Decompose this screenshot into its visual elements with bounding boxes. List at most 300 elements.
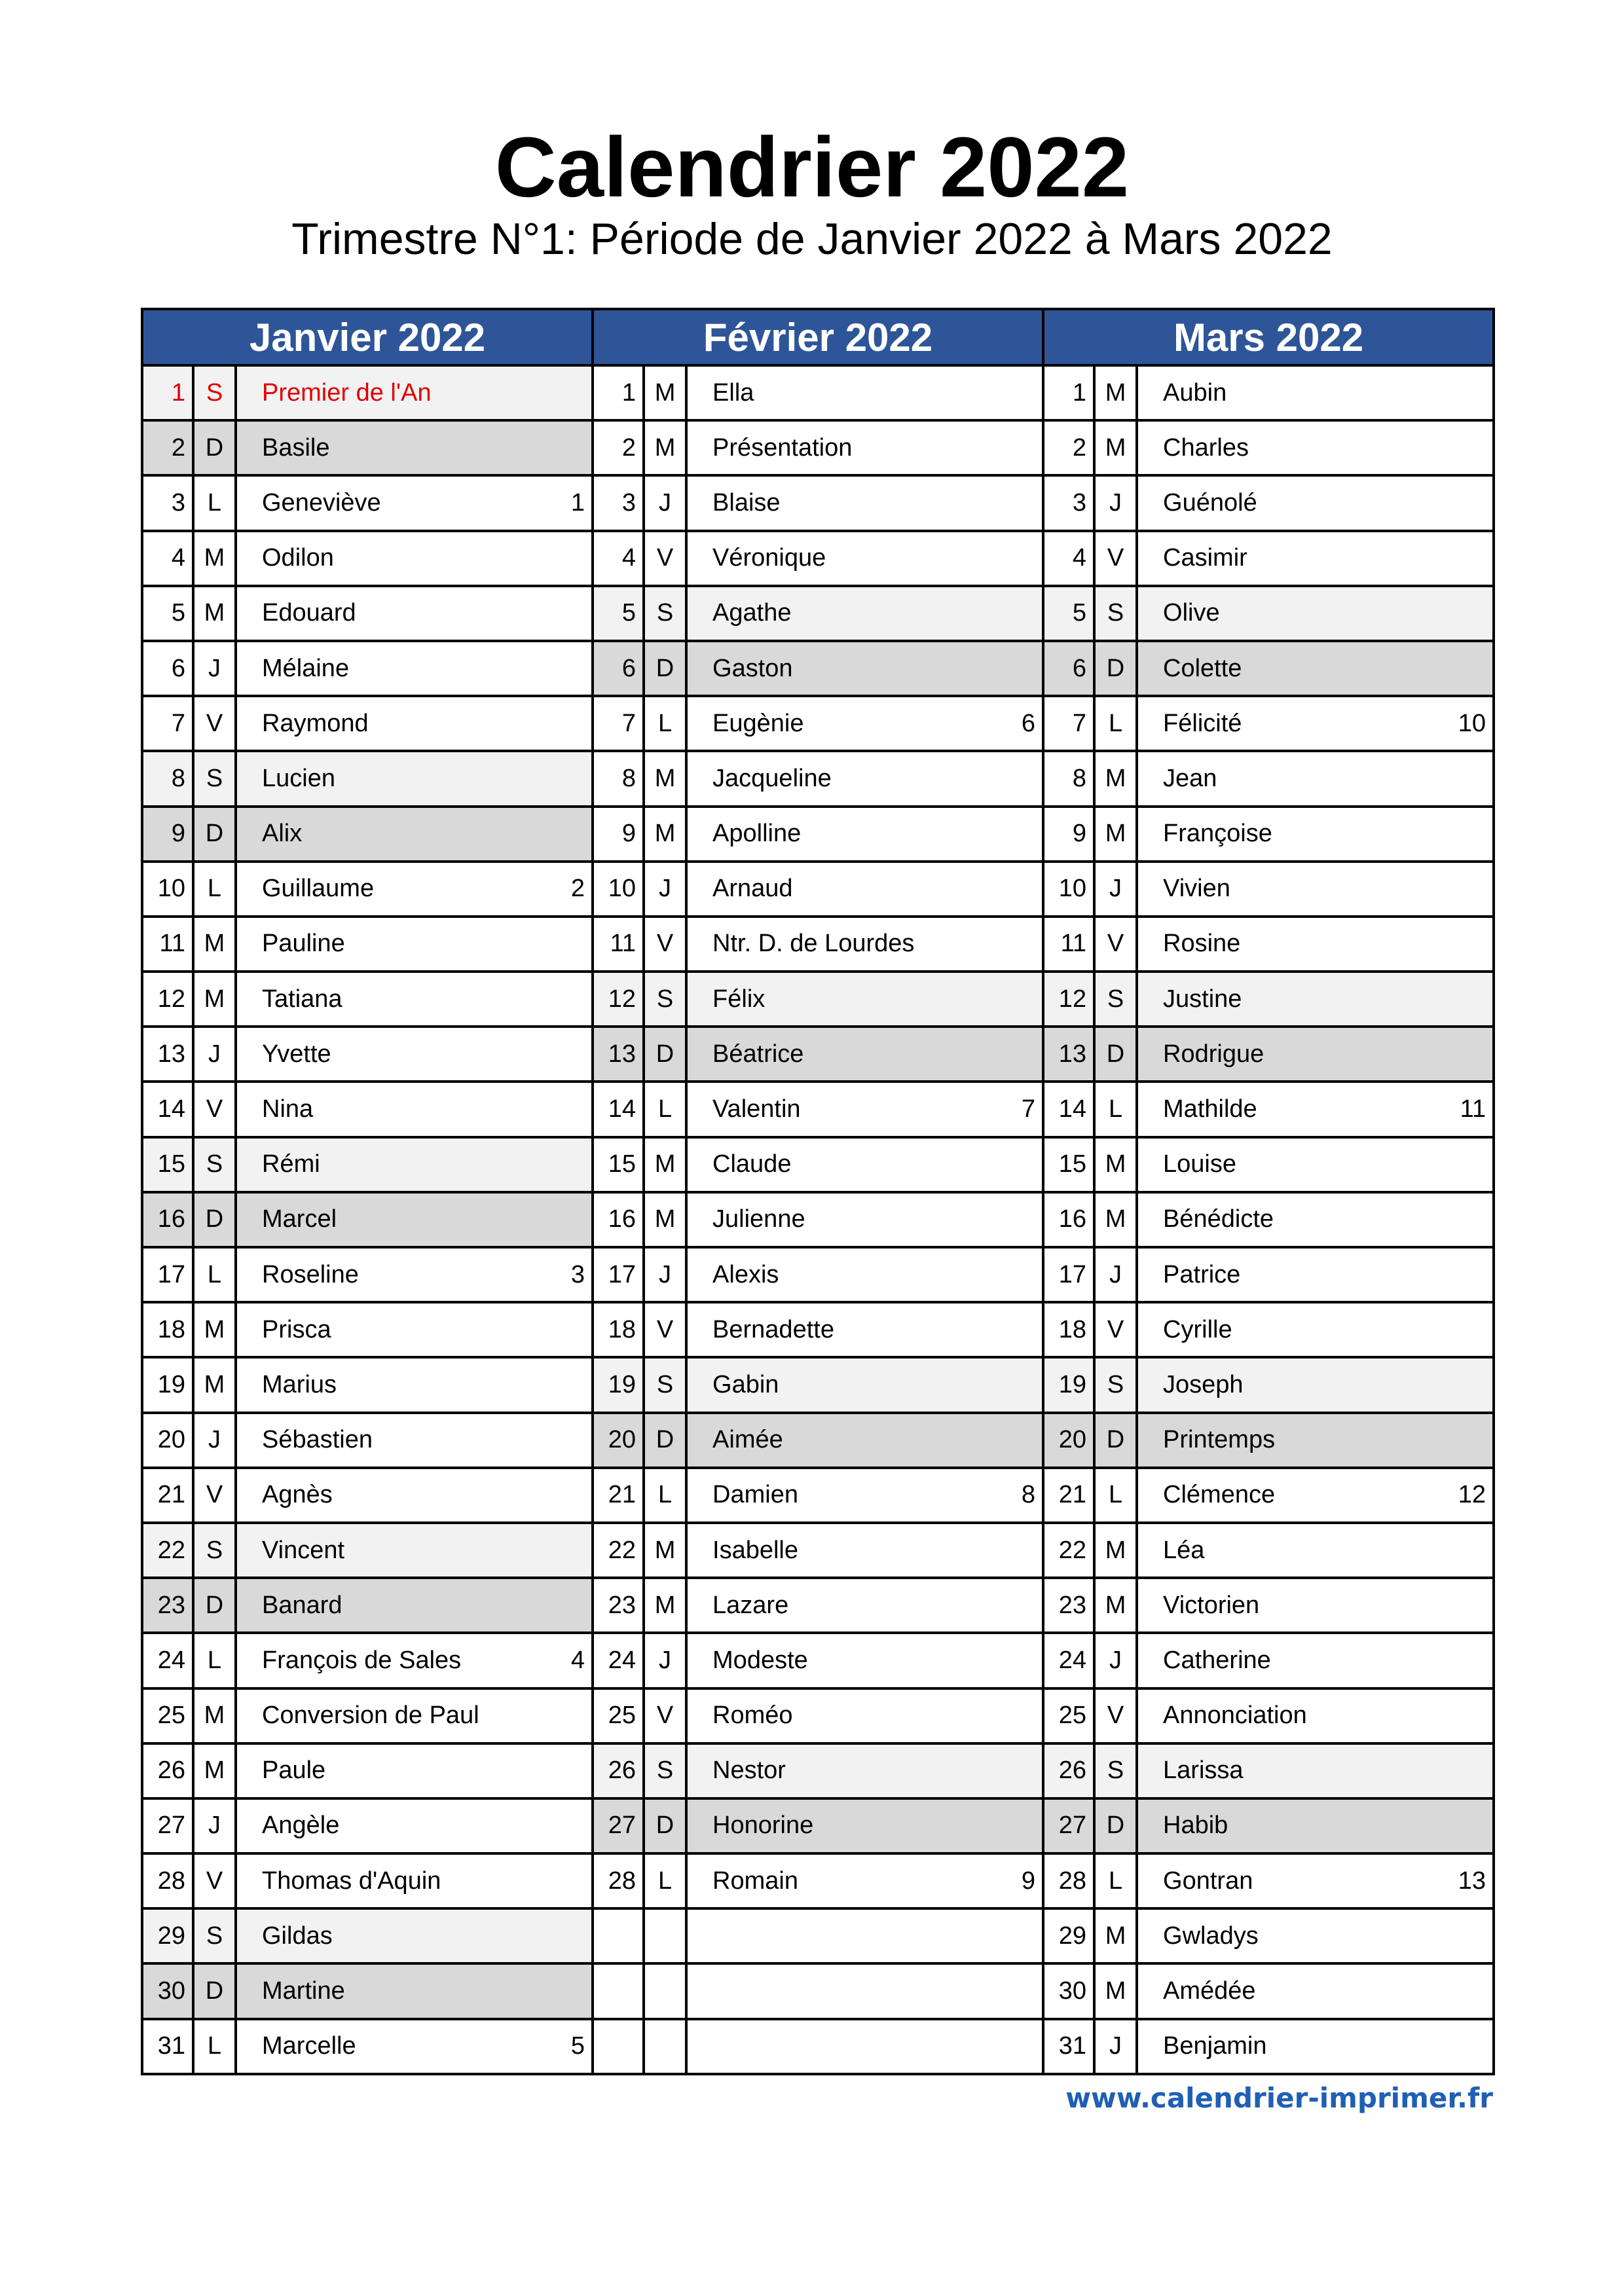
saint-name: Valentin xyxy=(712,1095,801,1123)
janvier-num-cell: 18 xyxy=(142,1302,193,1357)
month-header-fevrier: Février 2022 xyxy=(593,309,1043,365)
fevrier-num-cell: 28 xyxy=(593,1853,644,1908)
saint-name: Mélaine xyxy=(262,654,350,682)
mars-num-cell: 10 xyxy=(1043,862,1094,917)
janvier-name-cell xyxy=(236,1192,593,1247)
janvier-dow-cell: V xyxy=(193,1853,236,1908)
saint-name: Larissa xyxy=(1163,1757,1244,1785)
mars-num-cell: 21 xyxy=(1043,1468,1094,1523)
table-row xyxy=(142,1247,1494,1302)
saint-name: Martine xyxy=(262,1977,345,2005)
fevrier-name-cell xyxy=(686,1633,1043,1688)
fevrier-dow-cell: V xyxy=(644,531,686,586)
mars-dow-cell: M xyxy=(1094,1523,1137,1578)
fevrier-name-cell xyxy=(686,1137,1043,1192)
janvier-dow-cell: D xyxy=(193,1192,236,1247)
fevrier-name-cell xyxy=(686,1963,1043,2018)
mars-dow-cell: S xyxy=(1094,1357,1137,1412)
saint-name: Véronique xyxy=(712,544,826,572)
janvier-name-cell xyxy=(236,1578,593,1633)
table-row xyxy=(142,1468,1494,1523)
mars-dow-cell: J xyxy=(1094,862,1137,917)
saint-name: Patrice xyxy=(1163,1260,1241,1288)
saint-name: Félix xyxy=(712,985,766,1013)
janvier-dow-cell: S xyxy=(193,1908,236,1963)
janvier-name-cell xyxy=(236,807,593,862)
table-row xyxy=(142,1578,1494,1633)
janvier-num-cell: 26 xyxy=(142,1743,193,1798)
janvier-dow-cell: L xyxy=(193,1633,236,1688)
fevrier-name-cell xyxy=(686,1798,1043,1853)
janvier-dow-cell: M xyxy=(193,586,236,641)
janvier-name-cell xyxy=(236,1247,593,1302)
fevrier-num-cell: 4 xyxy=(593,531,644,586)
janvier-dow-cell: S xyxy=(193,365,236,420)
fevrier-num-cell: 13 xyxy=(593,1027,644,1082)
fevrier-dow-cell: M xyxy=(644,420,686,475)
fevrier-dow-cell: J xyxy=(644,475,686,530)
calendar-body xyxy=(142,365,1494,2074)
mars-name-cell xyxy=(1137,365,1494,420)
mars-num-cell: 5 xyxy=(1043,586,1094,641)
mars-num-cell: 17 xyxy=(1043,1247,1094,1302)
fevrier-num-cell: 26 xyxy=(593,1743,644,1798)
table-row xyxy=(142,365,1494,420)
mars-num-cell: 27 xyxy=(1043,1798,1094,1853)
saint-name: Annonciation xyxy=(1163,1702,1307,1730)
saint-name: Conversion de Paul xyxy=(262,1702,479,1730)
saint-name: Vivien xyxy=(1163,875,1230,903)
mars-name-cell xyxy=(1137,1578,1494,1633)
mars-num-cell: 8 xyxy=(1043,751,1094,806)
saint-name: Odilon xyxy=(262,544,334,572)
fevrier-dow-cell: J xyxy=(644,1633,686,1688)
mars-name-cell xyxy=(1137,475,1494,530)
fevrier-dow-cell: S xyxy=(644,972,686,1027)
saint-name: Alix xyxy=(262,820,303,848)
janvier-num-cell: 24 xyxy=(142,1633,193,1688)
table-row xyxy=(142,696,1494,751)
janvier-dow-cell: D xyxy=(193,420,236,475)
mars-num-cell: 18 xyxy=(1043,1302,1094,1357)
saint-name: Charles xyxy=(1163,433,1249,462)
saint-name: Gaston xyxy=(712,654,793,682)
saint-name: Premier de l'An xyxy=(262,378,432,407)
week-number: 9 xyxy=(1021,1867,1036,1895)
janvier-num-cell: 22 xyxy=(142,1523,193,1578)
saint-name: Gwladys xyxy=(1163,1922,1259,1950)
janvier-dow-cell: L xyxy=(193,1247,236,1302)
table-row xyxy=(142,475,1494,530)
mars-dow-cell: D xyxy=(1094,641,1137,696)
saint-name: Roméo xyxy=(712,1702,793,1730)
mars-dow-cell: M xyxy=(1094,807,1137,862)
saint-name: Apolline xyxy=(712,820,802,848)
saint-name: Joseph xyxy=(1163,1370,1244,1398)
fevrier-dow-cell: L xyxy=(644,1082,686,1137)
mars-num-cell: 30 xyxy=(1043,1963,1094,2018)
saint-name: Vincent xyxy=(262,1536,345,1564)
fevrier-name-cell xyxy=(686,531,1043,586)
mars-num-cell: 29 xyxy=(1043,1908,1094,1963)
table-row xyxy=(142,751,1494,806)
mars-name-cell xyxy=(1137,917,1494,972)
janvier-name-cell xyxy=(236,1688,593,1743)
janvier-dow-cell: L xyxy=(193,862,236,917)
mars-name-cell xyxy=(1137,972,1494,1027)
fevrier-name-cell xyxy=(686,1082,1043,1137)
saint-name: Arnaud xyxy=(712,875,793,903)
saint-name: Rosine xyxy=(1163,930,1241,958)
janvier-name-cell xyxy=(236,1082,593,1137)
saint-name: Félicité xyxy=(1163,709,1242,737)
fevrier-name-cell xyxy=(686,1192,1043,1247)
janvier-num-cell: 19 xyxy=(142,1357,193,1412)
fevrier-num-cell: 5 xyxy=(593,586,644,641)
week-number: 2 xyxy=(570,875,585,903)
fevrier-name-cell xyxy=(686,862,1043,917)
saint-name: Basile xyxy=(262,433,330,462)
janvier-num-cell: 6 xyxy=(142,641,193,696)
fevrier-num-cell: 23 xyxy=(593,1578,644,1633)
fevrier-name-cell xyxy=(686,917,1043,972)
mars-dow-cell: M xyxy=(1094,365,1137,420)
table-row xyxy=(142,1633,1494,1688)
mars-dow-cell: M xyxy=(1094,1137,1137,1192)
saint-name: Printemps xyxy=(1163,1426,1276,1454)
mars-num-cell: 9 xyxy=(1043,807,1094,862)
mars-num-cell: 11 xyxy=(1043,917,1094,972)
mars-num-cell: 26 xyxy=(1043,1743,1094,1798)
fevrier-name-cell xyxy=(686,807,1043,862)
janvier-name-cell xyxy=(236,365,593,420)
fevrier-num-cell: 18 xyxy=(593,1302,644,1357)
table-row xyxy=(142,917,1494,972)
fevrier-name-cell xyxy=(686,1688,1043,1743)
mars-num-cell: 3 xyxy=(1043,475,1094,530)
janvier-dow-cell: L xyxy=(193,2019,236,2074)
mars-num-cell: 28 xyxy=(1043,1853,1094,1908)
mars-num-cell: 4 xyxy=(1043,531,1094,586)
week-number: 7 xyxy=(1021,1095,1036,1123)
fevrier-dow-cell: M xyxy=(644,1137,686,1192)
mars-dow-cell: V xyxy=(1094,531,1137,586)
saint-name: Rodrigue xyxy=(1163,1040,1264,1068)
mars-num-cell: 23 xyxy=(1043,1578,1094,1633)
janvier-name-cell xyxy=(236,420,593,475)
mars-num-cell: 7 xyxy=(1043,696,1094,751)
fevrier-dow-cell: D xyxy=(644,641,686,696)
janvier-name-cell xyxy=(236,1468,593,1523)
week-number: 1 xyxy=(570,488,585,517)
week-number: 11 xyxy=(1460,1095,1486,1123)
mars-dow-cell: S xyxy=(1094,1743,1137,1798)
mars-name-cell xyxy=(1137,862,1494,917)
janvier-dow-cell: J xyxy=(193,641,236,696)
mars-name-cell xyxy=(1137,1743,1494,1798)
table-row xyxy=(142,586,1494,641)
table-row xyxy=(142,1357,1494,1412)
mars-name-cell xyxy=(1137,1027,1494,1082)
fevrier-dow-cell: S xyxy=(644,586,686,641)
month-header-janvier: Janvier 2022 xyxy=(142,309,593,365)
janvier-name-cell xyxy=(236,641,593,696)
fevrier-name-cell xyxy=(686,1357,1043,1412)
fevrier-dow-cell: D xyxy=(644,1413,686,1468)
week-number: 3 xyxy=(570,1260,585,1288)
mars-name-cell xyxy=(1137,1357,1494,1412)
janvier-dow-cell: J xyxy=(193,1027,236,1082)
janvier-name-cell xyxy=(236,2019,593,2074)
mars-num-cell: 19 xyxy=(1043,1357,1094,1412)
fevrier-name-cell xyxy=(686,972,1043,1027)
fevrier-num-cell: 2 xyxy=(593,420,644,475)
table-row xyxy=(142,1688,1494,1743)
janvier-num-cell: 15 xyxy=(142,1137,193,1192)
month-header-mars: Mars 2022 xyxy=(1043,309,1494,365)
fevrier-name-cell xyxy=(686,475,1043,530)
mars-name-cell xyxy=(1137,1192,1494,1247)
mars-name-cell xyxy=(1137,1082,1494,1137)
saint-name: Rémi xyxy=(262,1150,320,1178)
saint-name: Benjamin xyxy=(1163,2032,1267,2060)
saint-name: Olive xyxy=(1163,599,1220,627)
janvier-num-cell: 13 xyxy=(142,1027,193,1082)
week-number: 10 xyxy=(1458,709,1486,737)
janvier-num-cell: 20 xyxy=(142,1413,193,1468)
mars-dow-cell: D xyxy=(1094,1413,1137,1468)
saint-name: Louise xyxy=(1163,1150,1237,1178)
janvier-name-cell xyxy=(236,751,593,806)
mars-dow-cell: V xyxy=(1094,1302,1137,1357)
mars-dow-cell: M xyxy=(1094,751,1137,806)
fevrier-name-cell xyxy=(686,420,1043,475)
janvier-dow-cell: V xyxy=(193,1468,236,1523)
saint-name: Habib xyxy=(1163,1812,1228,1840)
mars-num-cell: 16 xyxy=(1043,1192,1094,1247)
page-subtitle: Trimestre N°1: Période de Janvier 2022 à Mars 2022 xyxy=(291,214,1333,264)
janvier-num-cell: 9 xyxy=(142,807,193,862)
month-header-row xyxy=(142,309,1494,365)
table-row xyxy=(142,862,1494,917)
saint-name: Sébastien xyxy=(262,1426,373,1454)
mars-name-cell xyxy=(1137,696,1494,751)
saint-name: Gontran xyxy=(1163,1867,1253,1895)
table-row xyxy=(142,1192,1494,1247)
saint-name: Marcel xyxy=(262,1205,337,1233)
janvier-num-cell: 30 xyxy=(142,1963,193,2018)
saint-name: Geneviève xyxy=(262,488,381,517)
mars-dow-cell: M xyxy=(1094,1578,1137,1633)
saint-name: Marius xyxy=(262,1370,337,1398)
fevrier-name-cell xyxy=(686,1413,1043,1468)
fevrier-dow-cell: D xyxy=(644,1798,686,1853)
saint-name: Pauline xyxy=(262,930,345,958)
janvier-num-cell: 29 xyxy=(142,1908,193,1963)
fevrier-name-cell xyxy=(686,751,1043,806)
saint-name: Gildas xyxy=(262,1922,333,1950)
janvier-name-cell xyxy=(236,917,593,972)
fevrier-num-cell: 27 xyxy=(593,1798,644,1853)
fevrier-name-cell xyxy=(686,1027,1043,1082)
fevrier-dow-cell: L xyxy=(644,1468,686,1523)
table-row xyxy=(142,531,1494,586)
mars-num-cell: 15 xyxy=(1043,1137,1094,1192)
saint-name: Claude xyxy=(712,1150,792,1178)
saint-name: Honorine xyxy=(712,1812,814,1840)
saint-name: Catherine xyxy=(1163,1646,1271,1674)
janvier-dow-cell: J xyxy=(193,1798,236,1853)
janvier-num-cell: 8 xyxy=(142,751,193,806)
saint-name: Lucien xyxy=(262,764,335,792)
mars-num-cell: 1 xyxy=(1043,365,1094,420)
saint-name: Agnès xyxy=(262,1481,333,1509)
saint-name: Gabin xyxy=(712,1370,779,1398)
saint-name: Béatrice xyxy=(712,1040,804,1068)
fevrier-name-cell xyxy=(686,2019,1043,2074)
table-row xyxy=(142,1798,1494,1853)
janvier-name-cell xyxy=(236,1357,593,1412)
mars-name-cell xyxy=(1137,531,1494,586)
fevrier-num-cell: 9 xyxy=(593,807,644,862)
mars-dow-cell: M xyxy=(1094,1192,1137,1247)
mars-dow-cell: S xyxy=(1094,586,1137,641)
janvier-num-cell: 11 xyxy=(142,917,193,972)
fevrier-num-cell xyxy=(593,1963,644,2018)
mars-num-cell: 12 xyxy=(1043,972,1094,1027)
fevrier-name-cell xyxy=(686,1853,1043,1908)
mars-name-cell xyxy=(1137,1413,1494,1468)
janvier-num-cell: 12 xyxy=(142,972,193,1027)
fevrier-dow-cell: M xyxy=(644,1578,686,1633)
mars-dow-cell: M xyxy=(1094,1908,1137,1963)
fevrier-dow-cell: J xyxy=(644,862,686,917)
fevrier-name-cell xyxy=(686,1302,1043,1357)
janvier-num-cell: 3 xyxy=(142,475,193,530)
saint-name: Eugènie xyxy=(712,709,804,737)
saint-name: Nestor xyxy=(712,1757,786,1785)
table-row xyxy=(142,1137,1494,1192)
mars-name-cell xyxy=(1137,1302,1494,1357)
mars-dow-cell: L xyxy=(1094,1468,1137,1523)
saint-name: Léa xyxy=(1163,1536,1205,1564)
mars-name-cell xyxy=(1137,1633,1494,1688)
janvier-num-cell: 5 xyxy=(142,586,193,641)
fevrier-dow-cell: M xyxy=(644,807,686,862)
fevrier-name-cell xyxy=(686,365,1043,420)
janvier-name-cell xyxy=(236,1908,593,1963)
table-row xyxy=(142,1523,1494,1578)
mars-name-cell xyxy=(1137,1468,1494,1523)
saint-name: Angèle xyxy=(262,1812,340,1840)
janvier-dow-cell: S xyxy=(193,1523,236,1578)
table-row xyxy=(142,972,1494,1027)
fevrier-num-cell xyxy=(593,2019,644,2074)
saint-name: Raymond xyxy=(262,709,369,737)
janvier-dow-cell: J xyxy=(193,1413,236,1468)
table-row xyxy=(142,807,1494,862)
saint-name: François de Sales xyxy=(262,1646,462,1674)
janvier-dow-cell: V xyxy=(193,696,236,751)
saint-name: Ella xyxy=(712,378,754,407)
mars-dow-cell: L xyxy=(1094,696,1137,751)
mars-name-cell xyxy=(1137,420,1494,475)
fevrier-num-cell: 3 xyxy=(593,475,644,530)
janvier-num-cell: 25 xyxy=(142,1688,193,1743)
janvier-num-cell: 23 xyxy=(142,1578,193,1633)
fevrier-num-cell: 19 xyxy=(593,1357,644,1412)
janvier-name-cell xyxy=(236,1963,593,2018)
fevrier-num-cell: 8 xyxy=(593,751,644,806)
fevrier-dow-cell: M xyxy=(644,1523,686,1578)
fevrier-name-cell xyxy=(686,1743,1043,1798)
saint-name: Romain xyxy=(712,1867,798,1895)
janvier-num-cell: 2 xyxy=(142,420,193,475)
janvier-num-cell: 10 xyxy=(142,862,193,917)
janvier-name-cell xyxy=(236,475,593,530)
week-number: 13 xyxy=(1458,1867,1486,1895)
saint-name: Colette xyxy=(1163,654,1242,682)
saint-name: Julienne xyxy=(712,1205,805,1233)
saint-name: Isabelle xyxy=(712,1536,799,1564)
mars-name-cell xyxy=(1137,2019,1494,2074)
fevrier-dow-cell: L xyxy=(644,1853,686,1908)
quarter-calendar-table xyxy=(141,308,1495,2075)
saint-name: Roseline xyxy=(262,1260,359,1288)
saint-name: Lazare xyxy=(712,1591,789,1619)
mars-dow-cell: D xyxy=(1094,1027,1137,1082)
janvier-dow-cell: M xyxy=(193,1688,236,1743)
fevrier-num-cell: 24 xyxy=(593,1633,644,1688)
mars-name-cell xyxy=(1137,1963,1494,2018)
mars-name-cell xyxy=(1137,1688,1494,1743)
mars-name-cell xyxy=(1137,1853,1494,1908)
table-row xyxy=(142,1853,1494,1908)
janvier-num-cell: 1 xyxy=(142,365,193,420)
fevrier-num-cell: 11 xyxy=(593,917,644,972)
saint-name: Ntr. D. de Lourdes xyxy=(712,930,915,958)
janvier-name-cell xyxy=(236,586,593,641)
saint-name: Marcelle xyxy=(262,2032,356,2060)
janvier-num-cell: 4 xyxy=(142,531,193,586)
fevrier-dow-cell: M xyxy=(644,365,686,420)
saint-name: Prisca xyxy=(262,1315,331,1343)
saint-name: Aubin xyxy=(1163,378,1227,407)
janvier-num-cell: 28 xyxy=(142,1853,193,1908)
table-row xyxy=(142,1743,1494,1798)
fevrier-num-cell: 7 xyxy=(593,696,644,751)
janvier-num-cell: 21 xyxy=(142,1468,193,1523)
janvier-name-cell xyxy=(236,1853,593,1908)
saint-name: Damien xyxy=(712,1481,798,1509)
saint-name: Nina xyxy=(262,1095,314,1123)
fevrier-num-cell: 17 xyxy=(593,1247,644,1302)
mars-dow-cell: S xyxy=(1094,972,1137,1027)
janvier-name-cell xyxy=(236,1743,593,1798)
fevrier-num-cell: 14 xyxy=(593,1082,644,1137)
mars-name-cell xyxy=(1137,751,1494,806)
mars-name-cell xyxy=(1137,1137,1494,1192)
mars-num-cell: 13 xyxy=(1043,1027,1094,1082)
janvier-name-cell xyxy=(236,1798,593,1853)
mars-dow-cell: J xyxy=(1094,1633,1137,1688)
mars-name-cell xyxy=(1137,586,1494,641)
mars-name-cell xyxy=(1137,1908,1494,1963)
mars-dow-cell: M xyxy=(1094,420,1137,475)
saint-name: Modeste xyxy=(712,1646,808,1674)
mars-name-cell xyxy=(1137,1523,1494,1578)
website-link[interactable]: www.calendrier-imprimer.fr xyxy=(1065,2082,1493,2114)
